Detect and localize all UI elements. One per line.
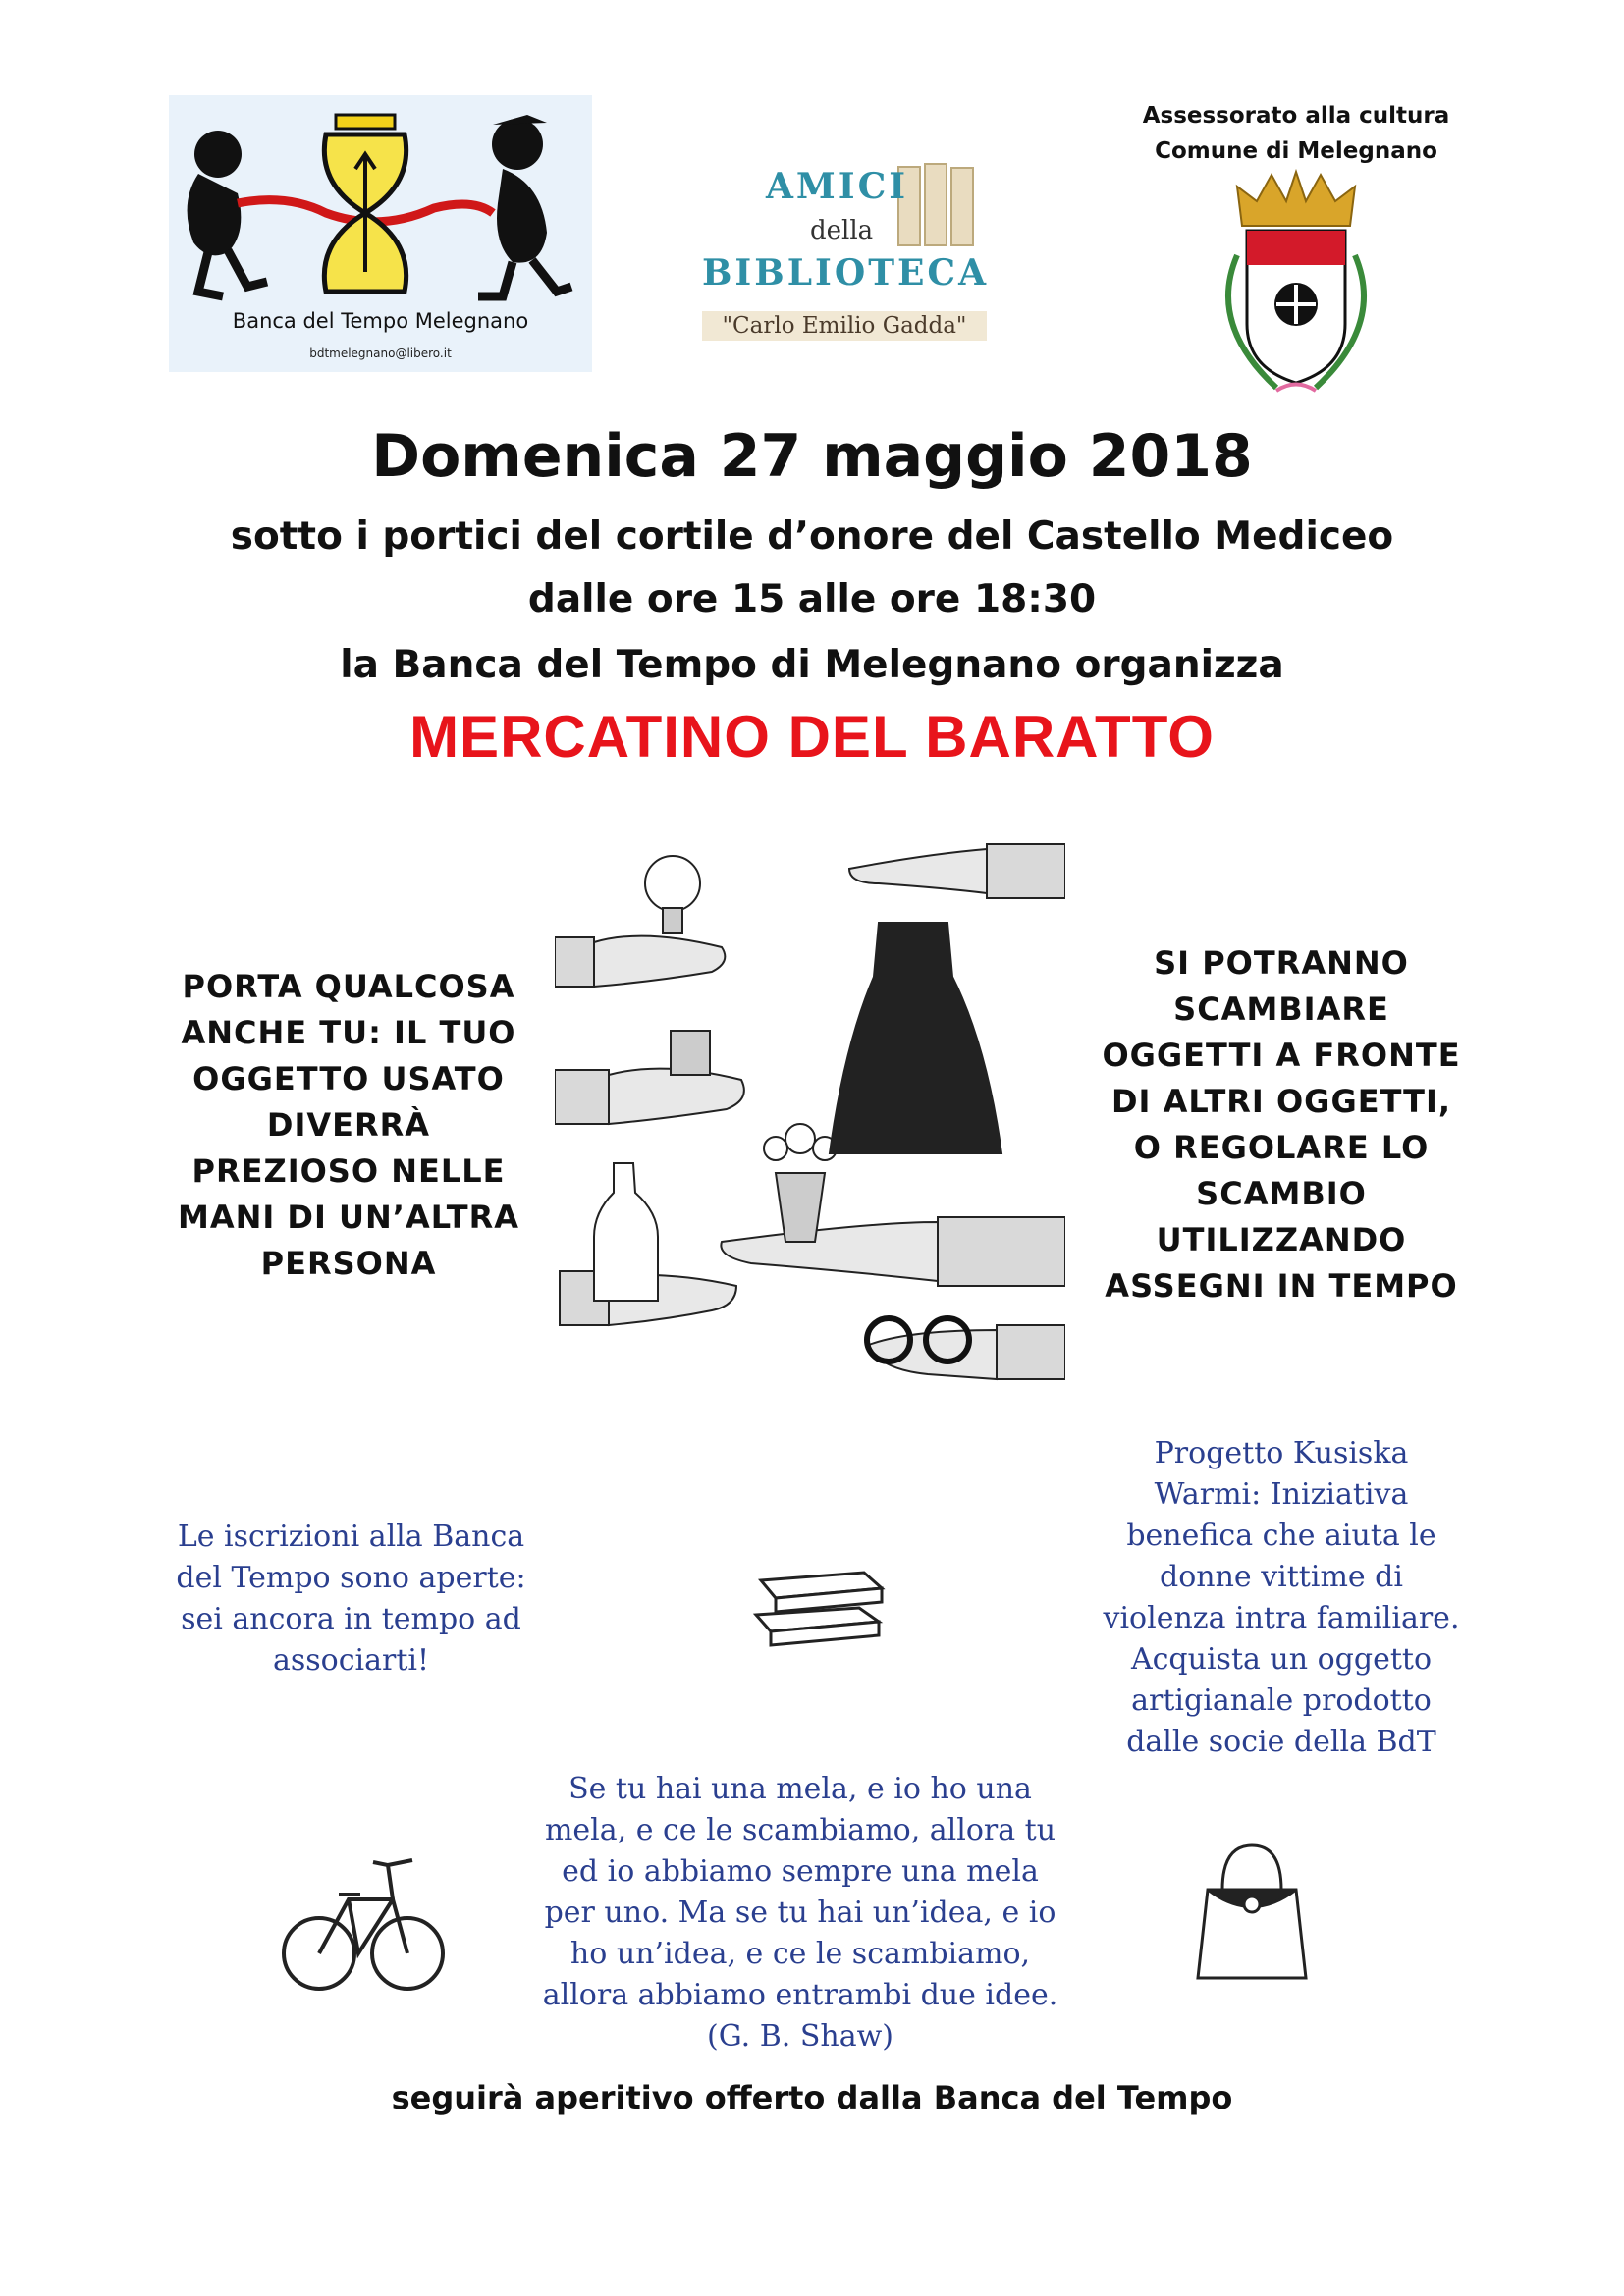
left-message-line: DIVERRÀ [266,1106,431,1144]
amici-line3: BIBLIOTECA [702,252,990,294]
quote-line: allora abbiamo entrambi due idee. [542,1978,1058,2012]
event-date: Domenica 27 maggio 2018 [371,422,1253,491]
right-message-line: OGGETTI A FRONTE [1102,1037,1461,1074]
right-message-line: ASSEGNI IN TEMPO [1105,1267,1458,1305]
right-message-line: SI POTRANNO [1154,944,1409,982]
footer-note: seguirà aperitivo offerto dalla Banca del Tempo [391,2079,1233,2116]
progetto-line: Progetto Kusiska [1154,1436,1409,1470]
progetto-line: benefica che aiuta le [1126,1519,1436,1553]
quote-attribution: (G. B. Shaw) [707,2019,893,2054]
event-location: sotto i portici del cortile d’onore del Castello Mediceo [230,514,1394,559]
comune-label: Comune di Melegnano [1155,138,1437,164]
handbag-icon [1188,1836,1316,1993]
right-message [1085,940,1478,1309]
iscrizioni-line: del Tempo sono aperte: [176,1561,526,1595]
amici-line1: AMICI [766,166,909,207]
quote-line: mela, e ce le scambiamo, allora tu [544,1813,1056,1847]
iscrizioni-line: associarti! [272,1643,430,1678]
left-message-line: ANCHE TU: IL TUO [181,1014,516,1051]
bdt-logo-email: bdtmelegnano@libero.it [309,347,452,360]
right-message-line: SCAMBIARE [1173,990,1389,1028]
right-message-line: DI ALTRI OGGETTI, [1110,1083,1452,1120]
quote-line: Se tu hai una mela, e io ho una [568,1772,1032,1806]
coat-of-arms-icon [1198,167,1394,412]
right-message-line: SCAMBIO [1196,1175,1367,1212]
progetto-line: artigianale prodotto [1131,1683,1432,1718]
bicycle-icon [280,1841,447,2007]
left-message-line: PREZIOSO NELLE [191,1152,506,1190]
comune-logo [1100,98,1492,412]
bdt-logo-name: Banca del Tempo Melegnano [232,309,529,333]
shaw-quote [525,1769,1075,2057]
event-organizer: la Banca del Tempo di Melegnano organizza [340,643,1284,687]
progetto-line: Acquista un oggetto [1130,1642,1433,1677]
barter-hands-illustration [555,839,1065,1418]
left-message-line: OGGETTO USATO [192,1060,505,1097]
books-icon [746,1561,893,1659]
event-time: dalle ore 15 alle ore 18:30 [527,577,1097,621]
quote-line: ed io abbiamo sempre una mela [562,1854,1039,1889]
right-message-line: UTILIZZANDO [1156,1221,1407,1258]
progetto-line: dalle socie della BdT [1126,1725,1436,1759]
amici-biblioteca-logo [687,162,1011,368]
progetto-note [1080,1433,1483,1763]
iscrizioni-line: sei ancora in tempo ad [181,1602,521,1636]
left-message [157,964,540,1287]
bdt-logo [169,95,592,372]
progetto-line: Warmi: Iniziativa [1154,1477,1409,1512]
amici-line4: "Carlo Emilio Gadda" [702,311,987,341]
left-message-line: PORTA QUALCOSA [182,968,515,1005]
progetto-line: donne vittime di [1160,1560,1403,1594]
event-title: MERCATINO DEL BARATTO [409,704,1215,770]
assessorato-label: Assessorato alla cultura [1142,103,1450,129]
quote-line: ho un’idea, e ce le scambiamo, [569,1937,1031,1971]
left-message-line: PERSONA [260,1245,437,1282]
right-message-line: O REGOLARE LO [1133,1129,1430,1166]
amici-line2: della [810,216,874,245]
left-message-line: MANI DI UN’ALTRA [177,1199,520,1236]
progetto-line: violenza intra familiare. [1103,1601,1460,1635]
iscrizioni-note [157,1517,545,1682]
iscrizioni-line: Le iscrizioni alla Banca [177,1520,525,1554]
quote-line: per uno. Ma se tu hai un’idea, e io [544,1896,1056,1930]
